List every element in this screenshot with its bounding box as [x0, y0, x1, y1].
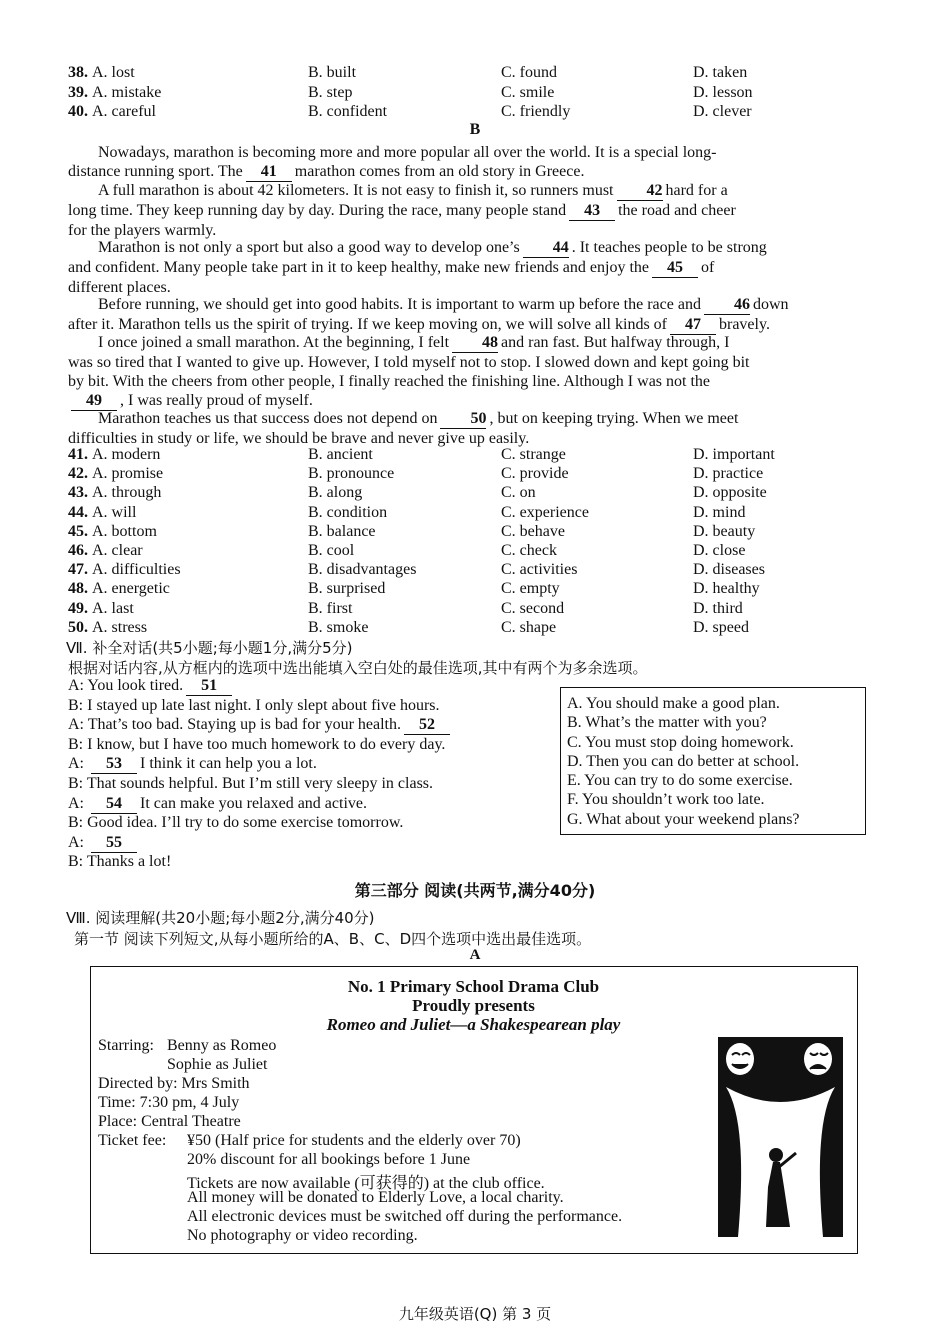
dialog-blank-51: 51	[186, 677, 232, 696]
dialog-text: Good idea. I’ll try to do some exercise tomorrow.	[87, 814, 404, 832]
option-d: D. third	[693, 599, 743, 617]
dialog-blank-52: 52	[404, 716, 450, 735]
dialog-speaker: B:	[68, 853, 84, 871]
section-7-instruction: 根据对话内容,从方框内的选项中选出能填入空白处的最佳选项,其中有两个为多余选项。	[68, 659, 648, 677]
option-a: A. clear	[92, 542, 143, 559]
starring-juliet: Sophie as Juliet	[167, 1056, 268, 1073]
option-c: C. shape	[501, 618, 557, 636]
option-d: D. opposite	[693, 484, 767, 502]
option-row	[68, 504, 868, 523]
option-b: B. cool	[308, 542, 355, 559]
question-number: 47.	[68, 561, 88, 579]
option-b: B. step	[308, 83, 353, 101]
option-row	[68, 542, 868, 561]
ticket-availability: Tickets are now available (可获得的) at the club office.	[187, 1175, 545, 1192]
dialog-speaker: A:	[68, 755, 84, 773]
dialog-line	[68, 677, 235, 696]
option-row	[68, 64, 868, 83]
question-number: 44.	[68, 503, 88, 521]
show-place: Place: Central Theatre	[98, 1113, 241, 1130]
ticket-fee: ¥50 (Half price for students and the elderly over 70)	[187, 1132, 521, 1149]
option-c: C. behave	[501, 522, 565, 540]
passage-paragraph-1: Nowadays, marathon is becoming more and more popular all over the world. It is a special long- distance running sport. The 41 marathon comes from an old story in Greece.	[68, 144, 717, 180]
dialog-line	[68, 834, 140, 853]
option-c: C. friendly	[501, 103, 571, 120]
option-d: D. speed	[693, 618, 749, 636]
question-number: 48.	[68, 580, 88, 598]
blank-41: 41	[246, 162, 292, 182]
question-number: 41.	[68, 446, 88, 463]
dialog-text: I stayed up late last night. I only slept about five hours.	[87, 696, 440, 714]
drama-poster	[90, 966, 858, 1254]
dialog-line	[68, 795, 367, 814]
option-b: B. confident	[308, 103, 388, 120]
option-a: A. through	[92, 484, 162, 502]
passage-paragraph-6: Marathon teaches us that success does not depend on 50 , but on keeping trying. When we meet difficulties in study or life, we should be brave and never give up easily.	[68, 410, 739, 447]
question-number: 46.	[68, 542, 88, 559]
dialog-blank-55: 55	[91, 834, 137, 853]
question-number: 49.	[68, 599, 88, 617]
directed-by: Directed by: Mrs Smith	[98, 1075, 250, 1092]
passage-label-a: A	[469, 947, 481, 963]
option-row	[68, 580, 868, 599]
option-b: B. balance	[308, 522, 376, 540]
dialog-text-after: I think it can help you a lot.	[140, 755, 317, 773]
dialog-line	[68, 716, 453, 735]
option-b: B. disadvantages	[308, 561, 417, 579]
section-7-heading: Ⅶ. 补全对话(共5小题;每小题1分,满分5分)	[66, 639, 353, 657]
option-b: B. along	[308, 484, 363, 502]
question-number: 40.	[68, 103, 88, 120]
passage-paragraph-3: Marathon is not only a sport but also a good way to develop one’s 44 . It teaches people to be strong and confident. Many people take part in it to keep healthy, make new friends and enjoy the 45 of different places.	[68, 239, 767, 296]
option-row	[68, 523, 868, 542]
section-8-heading: Ⅷ. 阅读理解(共20小题;每小题2分,满分40分)	[66, 909, 375, 927]
question-number: 50.	[68, 618, 88, 636]
option-row	[68, 103, 868, 122]
blank-48: 48	[452, 333, 498, 353]
page-footer: 九年级英语(Q) 第 3 页	[398, 1305, 552, 1323]
tragedy-mask-icon	[804, 1043, 832, 1075]
question-number: 42.	[68, 465, 88, 483]
option-b: B. smoke	[308, 618, 369, 636]
dialog-line	[68, 775, 433, 793]
passage-paragraph-2: A full marathon is about 42 kilometers. It is not easy to finish it, so runners must 42 hard for a long time. They keep running day by day. During the race, many people stand 43 the road and cheer for the players warmly.	[68, 182, 736, 239]
option-b: B. pronounce	[308, 465, 395, 483]
option-row	[68, 600, 868, 619]
option-a: A. last	[92, 599, 134, 617]
dialog-speaker: B:	[68, 735, 84, 753]
dialog-speaker: A:	[68, 677, 84, 694]
poster-title: No. 1 Primary School Drama Club	[347, 977, 600, 996]
option-row	[68, 84, 868, 103]
dialog-speaker: A:	[68, 716, 84, 734]
passage-paragraph-5: I once joined a small marathon. At the beginning, I felt 48 and ran fast. But halfway through, I was so tired that I wanted to give up. However, I told myself not to stop. I slowed down and kept going bit by bit. With the cheers from other people, I finally reached the finishing line. Although I was not the 49 , I was really proud of myself.	[68, 334, 750, 409]
option-c: C. empty	[501, 580, 560, 598]
option-a: A. will	[92, 503, 137, 521]
option-d: D. important	[693, 446, 775, 463]
option-b: B. ancient	[308, 446, 373, 463]
option-row	[68, 619, 868, 638]
theatre-stage-illustration	[718, 1037, 843, 1237]
option-c: C. experience	[501, 503, 589, 521]
question-number: 45.	[68, 522, 88, 540]
dialog-option: B. What’s the matter with you?	[567, 714, 767, 732]
photo-note: No photography or video recording.	[187, 1227, 418, 1244]
dialog-line	[68, 736, 445, 754]
dialog-speaker: B:	[68, 775, 84, 792]
option-row	[68, 465, 868, 484]
option-c: C. second	[501, 599, 565, 617]
charity-note: All money will be donated to Elderly Love, a local charity.	[187, 1189, 564, 1206]
blank-47: 47	[670, 315, 716, 335]
dialog-text: That sounds helpful. But I’m still very sleepy in class.	[86, 775, 434, 792]
discount-note: 20% discount for all bookings before 1 June	[187, 1151, 471, 1168]
show-time: Time: 7:30 pm, 4 July	[98, 1094, 240, 1111]
option-row	[68, 484, 868, 503]
blank-46: 46	[704, 295, 750, 315]
question-number: 39.	[68, 83, 88, 101]
dialog-text-after: It can make you relaxed and active.	[140, 794, 367, 812]
blank-42: 42	[617, 181, 663, 201]
blank-43: 43	[569, 201, 615, 221]
option-b: B. condition	[308, 503, 388, 521]
option-c: C. strange	[501, 446, 566, 463]
option-b: B. surprised	[308, 580, 386, 598]
dialog-text: I know, but I have too much homework to do every day.	[87, 735, 446, 753]
option-a: A. energetic	[92, 580, 170, 598]
dialog-line	[68, 697, 440, 715]
option-a: A. promise	[92, 465, 164, 483]
option-d: D. taken	[693, 64, 748, 81]
starring-romeo: Benny as Romeo	[167, 1037, 277, 1054]
option-d: D. mind	[693, 503, 746, 521]
blank-49: 49	[71, 391, 117, 411]
option-d: D. close	[693, 542, 746, 559]
option-d: D. healthy	[693, 580, 760, 598]
dialog-text: You look tired.	[87, 677, 184, 694]
part-3-title: 第三部分 阅读(共两节,满分40分)	[354, 881, 596, 900]
starring-label: Starring:	[98, 1037, 154, 1054]
option-row	[68, 561, 868, 580]
passage-paragraph-4: Before running, we should get into good habits. It is important to warm up before the race and 46 down after it. Marathon tells us the spirit of trying. If we keep moving on, we will solve all kinds of 47 bravely.	[68, 296, 789, 333]
poster-subtitle: Proudly presents	[412, 996, 535, 1015]
option-c: C. on	[501, 484, 536, 502]
option-c: C. activities	[501, 561, 578, 579]
dialog-option: F. You shouldn’t work too late.	[567, 791, 765, 809]
dialog-option: E. You can try to do some exercise.	[567, 772, 793, 790]
option-d: D. lesson	[693, 83, 753, 101]
blank-50: 50	[440, 409, 486, 429]
option-b: B. built	[308, 64, 357, 81]
dialog-blank-54: 54	[91, 795, 137, 814]
dialog-line	[68, 814, 403, 832]
question-number: 38.	[68, 64, 88, 81]
dialog-option: A. You should make a good plan.	[567, 695, 780, 712]
option-a: A. mistake	[92, 83, 162, 101]
option-c: C. provide	[501, 465, 569, 483]
dialog-option: G. What about your weekend plans?	[567, 810, 800, 828]
option-a: A. lost	[92, 64, 135, 81]
blank-44: 44	[523, 238, 569, 258]
question-number: 43.	[68, 484, 88, 502]
comedy-mask-icon	[726, 1043, 754, 1075]
poster-play-title: Romeo and Juliet—a Shakespearean play	[326, 1015, 621, 1034]
option-a: A. stress	[92, 618, 148, 636]
dialog-speaker: A:	[68, 794, 84, 812]
device-note: All electronic devices must be switched off during the performance.	[187, 1208, 623, 1225]
option-a: A. difficulties	[92, 561, 181, 579]
option-row	[68, 446, 868, 465]
option-c: C. found	[501, 64, 557, 81]
section-label-b: B	[469, 121, 481, 138]
dialog-text: That’s too bad. Staying up is bad for your health.	[87, 716, 401, 734]
dialog-blank-53: 53	[91, 755, 137, 774]
option-d: D. practice	[693, 465, 764, 483]
dialog-speaker: B:	[68, 696, 84, 714]
dialog-speaker: B:	[68, 814, 84, 832]
blank-45: 45	[652, 258, 698, 278]
option-d: D. diseases	[693, 561, 765, 579]
dialog-options-box	[560, 687, 866, 835]
option-a: A. careful	[92, 103, 156, 120]
dialog-line	[68, 755, 317, 774]
dialog-option: D. Then you can do better at school.	[567, 752, 800, 770]
option-d: D. beauty	[693, 522, 756, 540]
option-d: D. clever	[693, 103, 752, 120]
ticket-fee-label: Ticket fee:	[98, 1132, 167, 1149]
section-1-instruction: 第一节 阅读下列短文,从每小题所给的A、B、C、D四个选项中选出最佳选项。	[74, 930, 592, 948]
dialog-option: C. You must stop doing homework.	[567, 733, 794, 751]
option-c: C. smile	[501, 83, 555, 101]
dialog-line	[68, 853, 171, 871]
option-a: A. bottom	[92, 522, 157, 540]
option-a: A. modern	[92, 446, 161, 463]
dialog-text: Thanks a lot!	[86, 853, 172, 871]
option-c: C. check	[501, 542, 557, 559]
dialog-speaker: A:	[68, 833, 84, 851]
option-b: B. first	[308, 599, 353, 617]
